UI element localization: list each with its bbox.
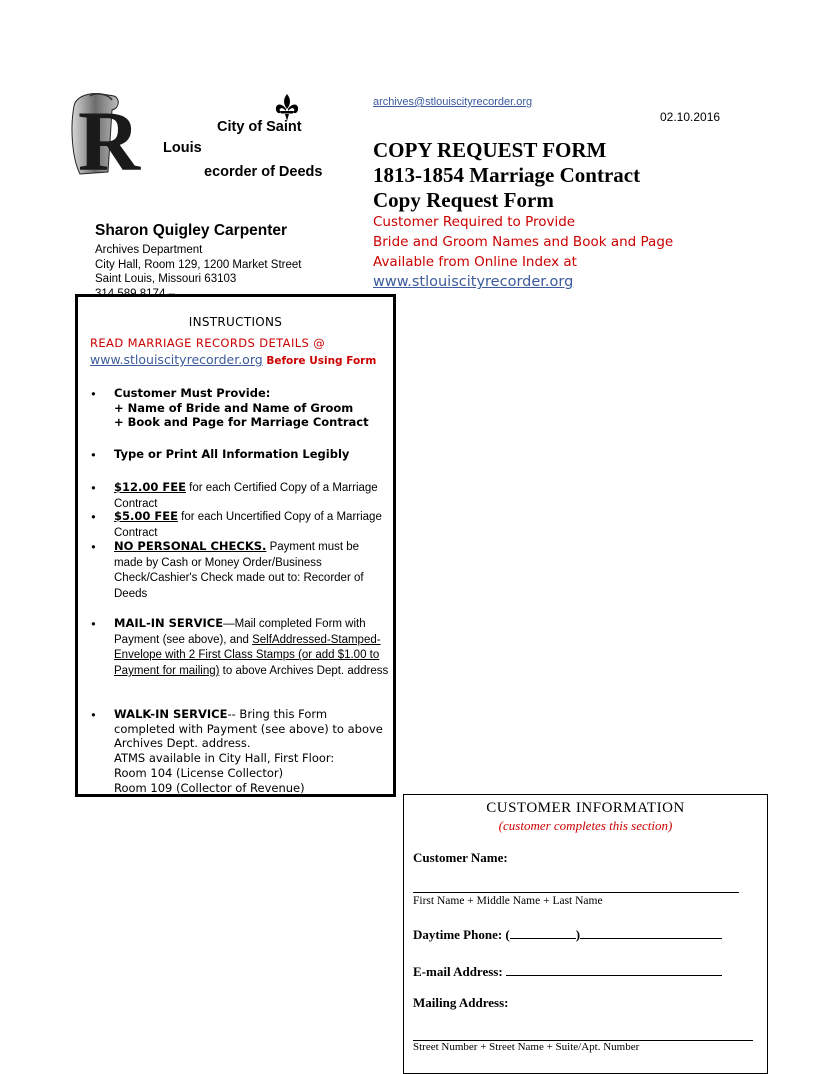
recorder-name: Sharon Quigley Carpenter <box>95 222 288 239</box>
daytime-phone-label <box>413 926 722 943</box>
provide-names: + Name of Bride and Name of Groom <box>114 400 354 415</box>
customer-info-title: CUSTOMER INFORMATION <box>486 800 685 816</box>
instructions-website-link[interactable]: www.stlouiscityrecorder.org <box>90 352 263 367</box>
mail-in-envelope: SelfAddressed-Stamped-Envelope with 2 First Class Stamps (or add $1.00 to Payment for mailing) <box>114 633 381 678</box>
phone-number-field[interactable] <box>580 926 722 939</box>
title-line-1: COPY REQUEST FORM <box>373 138 607 162</box>
before-using-form: Before Using Form <box>266 355 377 367</box>
archives-email-link[interactable]: archives@stlouiscityrecorder.org <box>373 96 533 108</box>
mail-in-text: —Mail completed Form with Payment (see above), and <box>114 618 366 646</box>
email-address-label <box>413 963 722 980</box>
email-address-field[interactable] <box>506 963 722 976</box>
recorder-logo <box>68 88 152 176</box>
street-address-caption: Street Number + Street Name + Suite/Apt. Number <box>413 1041 640 1053</box>
walk-in-title: WALK-IN SERVICE <box>114 707 228 721</box>
area-code-field[interactable] <box>510 926 576 939</box>
office-street: City Hall, Room 129, 1200 Market Street <box>95 259 302 271</box>
no-checks-text: Payment must be made by Cash or Money Order/Business Check/Cashier's Check made out to: Recorder of Deeds <box>114 541 364 601</box>
certified-fee-item <box>114 480 389 511</box>
website-link[interactable]: www.stlouiscityrecorder.org <box>373 274 574 290</box>
no-checks-title: NO PERSONAL CHECKS. <box>114 539 267 553</box>
form-date: 02.10.2016 <box>660 110 721 124</box>
customer-info-box <box>403 794 768 1074</box>
email-label-text: E-mail Address: <box>413 964 503 979</box>
notice-line-3: Available from Online Index at <box>373 254 577 270</box>
instructions-box <box>75 294 396 797</box>
bullet-icon: • <box>90 540 97 554</box>
logo-louis-line: Louis <box>163 140 202 156</box>
no-checks-item <box>114 539 389 602</box>
read-details-line: READ MARRIAGE RECORDS DETAILS @ <box>90 336 326 350</box>
bullet-icon: • <box>90 387 97 401</box>
phone-label-text: Daytime Phone: ( <box>413 927 510 942</box>
phone-paren: ) <box>575 927 581 942</box>
mailing-address-label: Mailing Address: <box>413 995 509 1010</box>
logo-city-line: City of Saint <box>217 119 302 135</box>
provide-title: Customer Must Provide: <box>114 386 271 400</box>
customer-name-label: Customer Name: <box>413 850 508 865</box>
walk-in-room-109: Room 109 (Collector of Revenue) <box>114 780 305 795</box>
svg-text:R: R <box>78 93 141 176</box>
bullet-icon: • <box>90 481 97 495</box>
fleur-de-lis-icon <box>272 92 302 122</box>
uncertified-fee-text: for each Uncertified Copy of a Marriage Contract <box>114 511 382 539</box>
office-department: Archives Department <box>95 244 203 256</box>
legibly-item: Type or Print All Information Legibly <box>114 447 350 461</box>
uncertified-fee-item <box>114 509 389 540</box>
notice-line-2: Bride and Groom Names and Book and Page <box>373 234 674 250</box>
provide-book-page: + Book and Page for Marriage Contract <box>114 415 369 430</box>
title-line-3: Copy Request Form <box>373 188 554 212</box>
bullet-icon: • <box>90 708 97 722</box>
mail-in-title: MAIL-IN SERVICE <box>114 616 224 630</box>
instructions-heading: INSTRUCTIONS <box>188 315 283 329</box>
requirements-notice <box>373 212 673 292</box>
mail-in-end: to above Archives Dept. address <box>219 665 389 678</box>
walk-in-text: -- Bring this Form completed with Payment (see above) to above Archives Dept. address. <box>114 707 383 751</box>
office-city: Saint Louis, Missouri 63103 <box>95 273 237 285</box>
notice-line-1: Customer Required to Provide <box>373 214 576 230</box>
uncertified-fee-amount: $5.00 FEE <box>114 509 178 523</box>
mail-in-item <box>114 616 389 679</box>
bullet-icon: • <box>90 510 97 524</box>
customer-info-subtitle: (customer completes this section) <box>498 818 673 833</box>
logo-recorder-line: ecorder of Deeds <box>204 164 323 180</box>
customer-name-caption: First Name + Middle Name + Last Name <box>413 895 603 907</box>
certified-fee-text: for each Certified Copy of a Marriage Contract <box>114 482 378 510</box>
customer-name-field[interactable] <box>413 892 739 893</box>
title-line-2: 1813-1854 Marriage Contract <box>373 163 641 187</box>
walk-in-room-104: Room 104 (License Collector) <box>114 765 284 780</box>
walk-in-atms: ATMS available in City Hall, First Floor: <box>114 751 335 766</box>
provide-item <box>114 386 389 430</box>
certified-fee-amount: $12.00 FEE <box>114 480 186 494</box>
instructions-link-line <box>90 352 376 367</box>
walk-in-item <box>114 707 389 795</box>
bullet-icon: • <box>90 448 97 462</box>
bullet-icon: • <box>90 617 97 631</box>
form-title <box>373 138 640 213</box>
